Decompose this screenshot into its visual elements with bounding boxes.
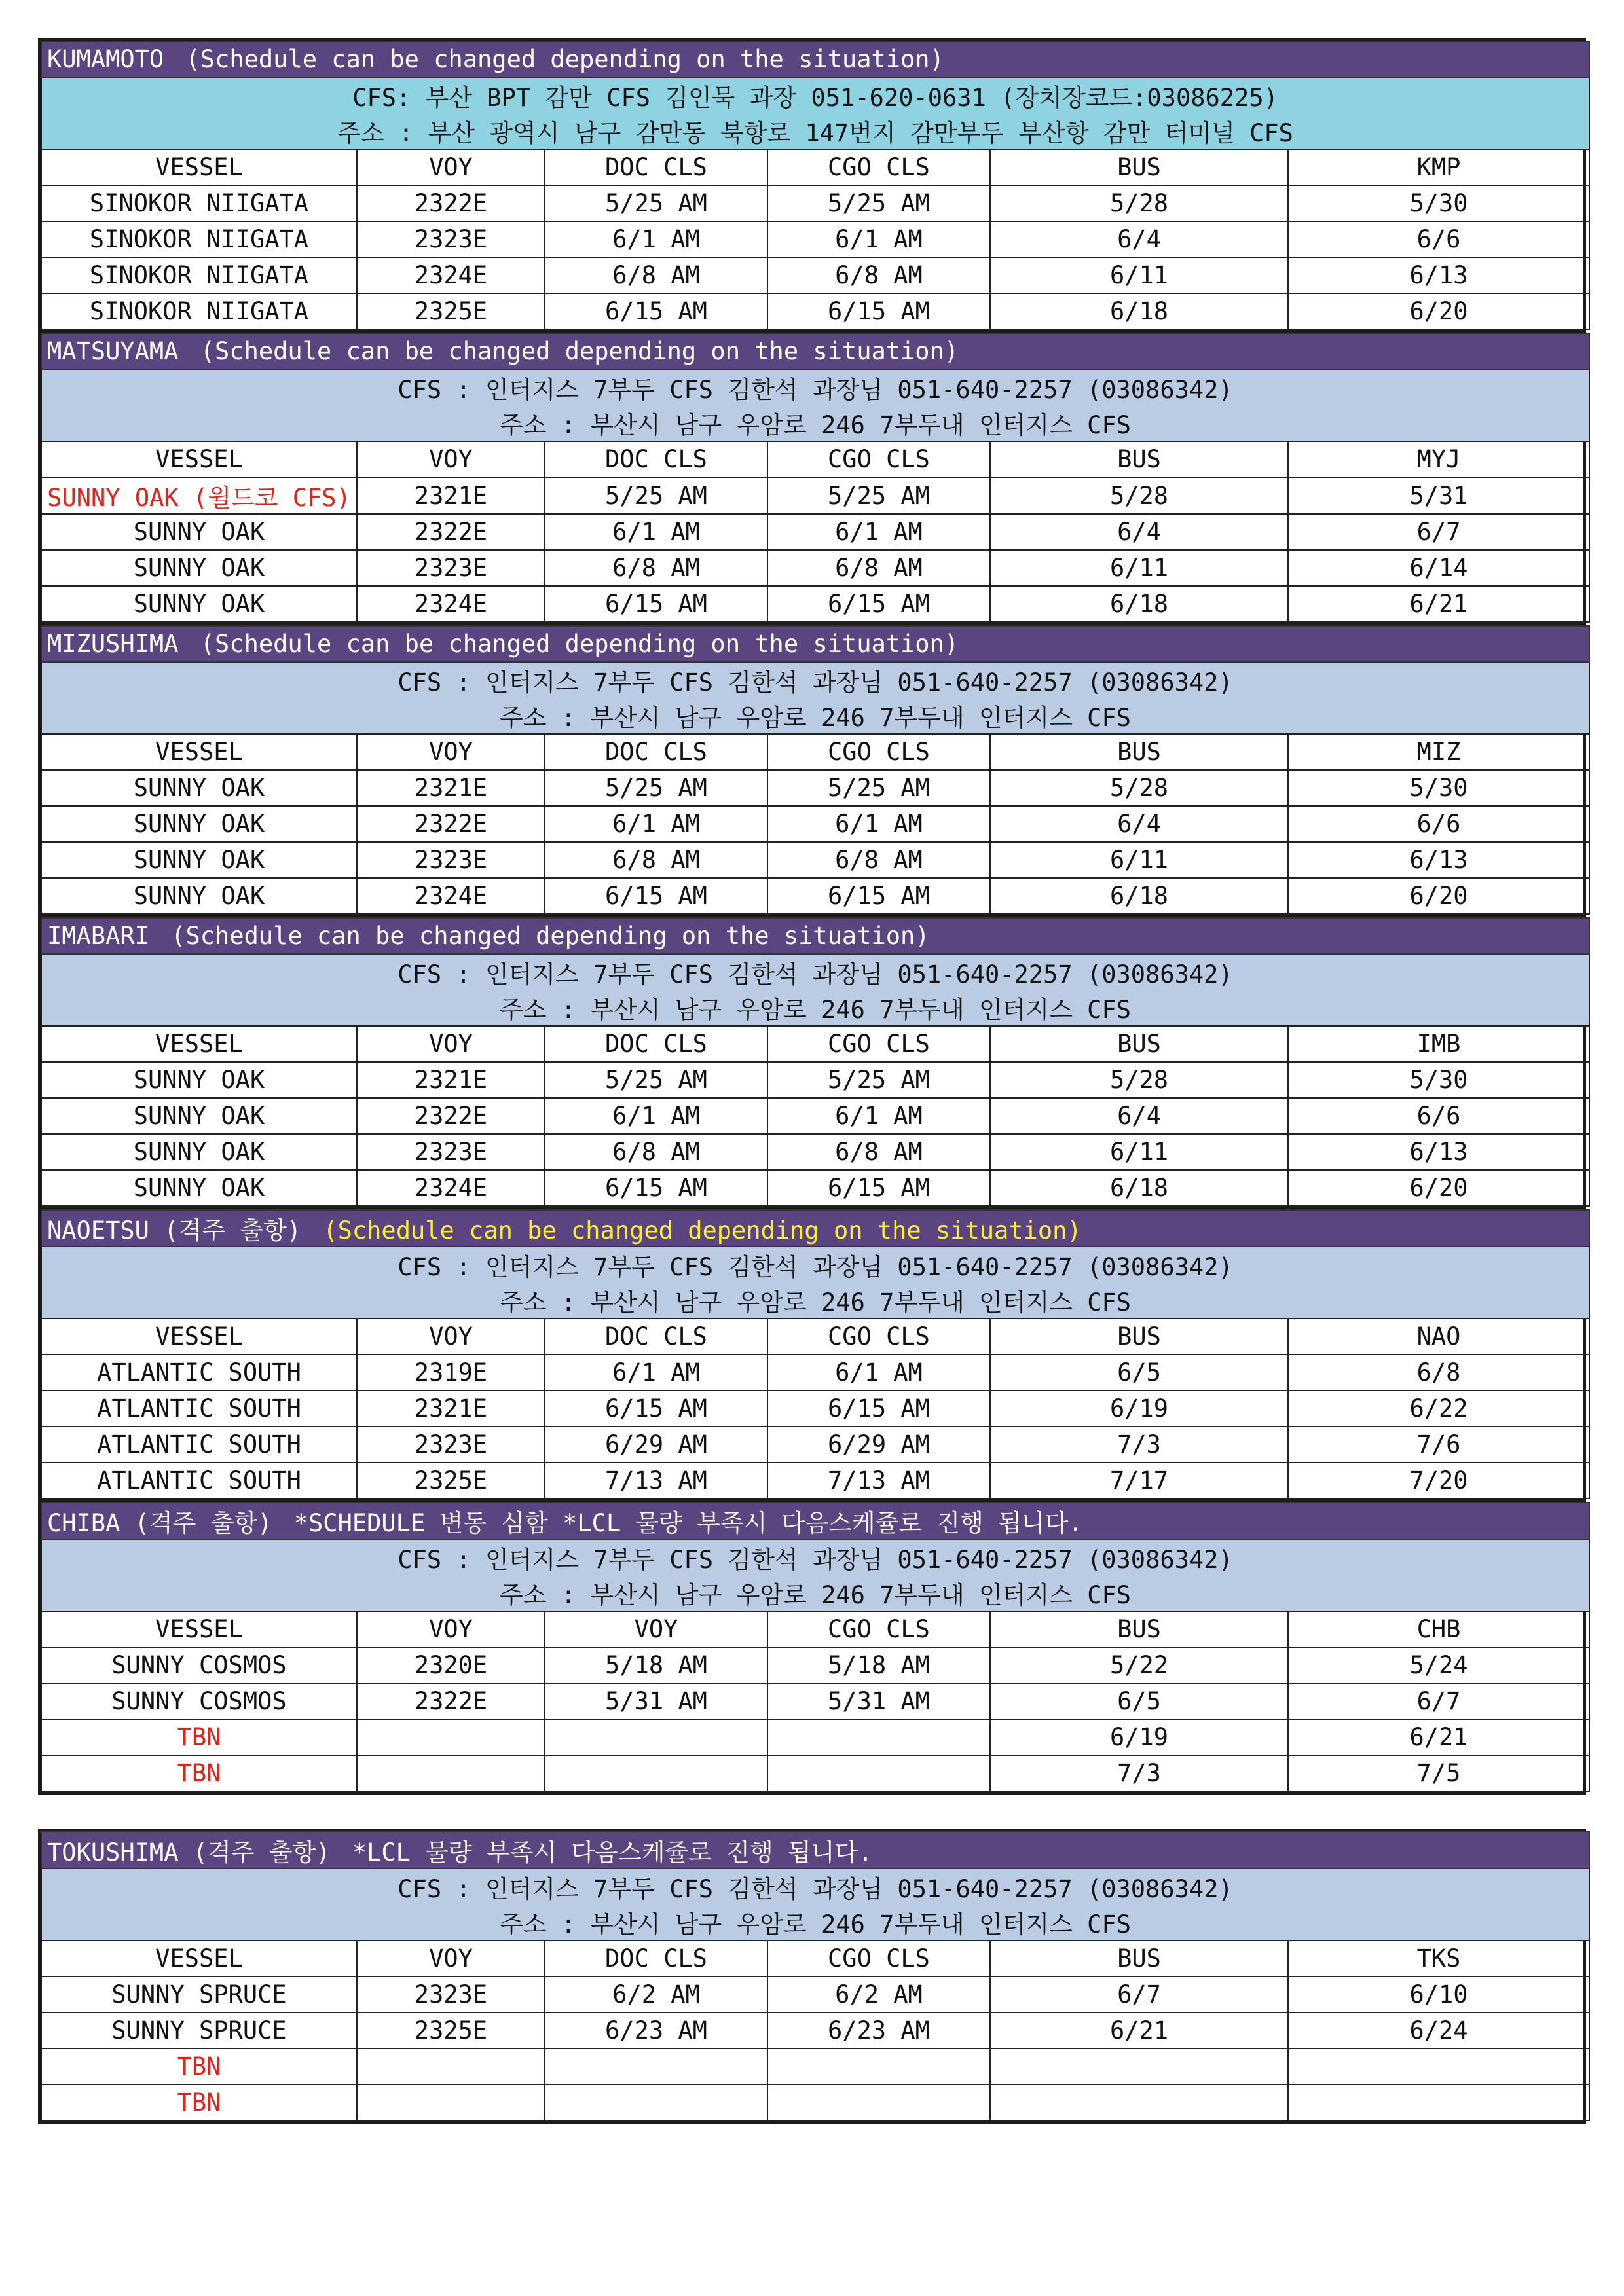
schedule-note: *LCL 물량 부족시 다음스케쥴로 진행 됩니다. xyxy=(352,1838,873,1867)
table-row xyxy=(41,1062,1589,1098)
schedule-cell: 6/7 xyxy=(990,1977,1288,2013)
column-header: CGO CLS xyxy=(767,149,990,185)
schedule-cell: 5/28 xyxy=(990,185,1288,221)
vessel-cell: SINOKOR NIIGATA xyxy=(41,221,357,257)
vessel-cell: SUNNY COSMOS xyxy=(41,1647,357,1683)
schedule-cell: 2321E xyxy=(357,1391,545,1427)
schedule-cell: 2325E xyxy=(357,1463,545,1499)
column-header: MYJ xyxy=(1288,441,1589,477)
schedule-cell: 6/20 xyxy=(1288,293,1589,329)
table-row xyxy=(41,586,1589,622)
table-row xyxy=(41,1355,1589,1391)
schedule-cell: 6/18 xyxy=(990,878,1288,914)
schedule-cell: 6/11 xyxy=(990,1134,1288,1170)
schedule-cell: 6/5 xyxy=(990,1355,1288,1391)
vessel-cell: SINOKOR NIIGATA xyxy=(41,185,357,221)
port-name: IMABARI xyxy=(47,922,149,950)
schedule-cell: 2323E xyxy=(357,1427,545,1463)
schedule-note: (Schedule can be changed depending on the situation) xyxy=(323,1216,1082,1245)
port-name: MIZUSHIMA xyxy=(47,630,179,658)
schedule-cell: 6/21 xyxy=(1288,1719,1589,1755)
column-header: VESSEL xyxy=(41,149,357,185)
schedule-cell: 6/1 AM xyxy=(545,221,767,257)
table-row xyxy=(41,1463,1589,1499)
schedule-cell: 6/2 AM xyxy=(767,1977,990,2013)
schedule-table xyxy=(41,1209,1590,1499)
schedule-cell: 2322E xyxy=(357,1098,545,1134)
port-name: MATSUYAMA xyxy=(47,337,179,365)
schedule-cell: 6/5 xyxy=(990,1683,1288,1719)
column-header: NAO xyxy=(1288,1319,1589,1355)
schedule-cell: 6/14 xyxy=(1288,550,1589,586)
schedule-cell: 2324E xyxy=(357,586,545,622)
schedule-cell: 6/22 xyxy=(1288,1391,1589,1427)
column-header: VESSEL xyxy=(41,1319,357,1355)
cfs-address-line: 주소 : 부산시 남구 우암로 246 7부두내 인터지스 CFS xyxy=(41,405,1589,441)
schedule-cell: 6/4 xyxy=(990,514,1288,550)
schedule-note: (Schedule can be changed depending on the situation) xyxy=(200,630,959,658)
schedule-cell: 2324E xyxy=(357,878,545,914)
schedule-cell: 5/25 AM xyxy=(545,1062,767,1098)
schedule-cell: 6/1 AM xyxy=(545,514,767,550)
cfs-address-line: 주소 : 부산시 남구 우암로 246 7부두내 인터지스 CFS xyxy=(41,1904,1589,1941)
schedule-note: *SCHEDULE 변동 심함 *LCL 물량 부족시 다음스케쥴로 진행 됩니다. xyxy=(293,1509,1083,1537)
vessel-cell: SUNNY OAK xyxy=(41,878,357,914)
column-header: CGO CLS xyxy=(767,1319,990,1355)
schedule-cell: 6/15 AM xyxy=(545,1170,767,1206)
schedule-note: (Schedule can be changed depending on the situation) xyxy=(200,337,959,365)
cfs-address-line: 주소 : 부산시 남구 우암로 246 7부두내 인터지스 CFS xyxy=(41,990,1589,1026)
vessel-cell: SUNNY COSMOS xyxy=(41,1683,357,1719)
vessel-cell: SUNNY OAK xyxy=(41,770,357,806)
schedule-cell: 6/1 AM xyxy=(767,1355,990,1391)
port-title-bar xyxy=(41,1832,1589,1868)
schedule-cell: 7/20 xyxy=(1288,1463,1589,1499)
column-header: BUS xyxy=(990,734,1288,770)
vessel-cell: SUNNY OAK xyxy=(41,1134,357,1170)
schedule-cell xyxy=(990,2085,1288,2121)
table-row xyxy=(41,1427,1589,1463)
schedule-cell: 2323E xyxy=(357,1134,545,1170)
schedule-cell xyxy=(767,1755,990,1791)
cfs-address-line: 주소 : 부산시 남구 우암로 246 7부두내 인터지스 CFS xyxy=(41,1575,1589,1611)
cfs-contact-line: CFS : 인터지스 7부두 CFS 김한석 과장님 051-640-2257 (03086342) xyxy=(41,1868,1589,1904)
vessel-cell: SUNNY OAK xyxy=(41,1170,357,1206)
schedule-cell: 7/5 xyxy=(1288,1755,1589,1791)
column-header: BUS xyxy=(990,1611,1288,1647)
vessel-cell: SUNNY OAK xyxy=(41,586,357,622)
schedule-cell: 5/31 xyxy=(1288,477,1589,514)
schedule-cell: 6/8 AM xyxy=(767,842,990,878)
column-header: VOY xyxy=(545,1611,767,1647)
schedule-cell: 6/24 xyxy=(1288,2013,1589,2049)
schedule-cell: 6/29 AM xyxy=(767,1427,990,1463)
table-row xyxy=(41,293,1589,329)
schedule-cell xyxy=(357,2049,545,2085)
column-header: CGO CLS xyxy=(767,1611,990,1647)
schedule-cell: 6/23 AM xyxy=(767,2013,990,2049)
schedule-cell: 6/7 xyxy=(1288,514,1589,550)
cfs-contact-line: CFS : 인터지스 7부두 CFS 김한석 과장님 051-640-2257 (03086342) xyxy=(41,1539,1589,1575)
port-name: KUMAMOTO xyxy=(47,45,164,73)
column-header: VESSEL xyxy=(41,1941,357,1977)
vessel-cell: SUNNY OAK xyxy=(41,842,357,878)
column-header: DOC CLS xyxy=(545,1319,767,1355)
schedule-cell: 2325E xyxy=(357,293,545,329)
schedule-cell: 6/15 AM xyxy=(767,1170,990,1206)
cfs-contact-line: CFS : 인터지스 7부두 CFS 김한석 과장님 051-640-2257 (03086342) xyxy=(41,369,1589,405)
vessel-cell: SUNNY OAK xyxy=(41,550,357,586)
port-title-bar xyxy=(41,626,1589,662)
schedule-cell xyxy=(1288,2049,1589,2085)
column-header: KMP xyxy=(1288,149,1589,185)
schedule-cell: 5/31 AM xyxy=(767,1683,990,1719)
vessel-cell: SINOKOR NIIGATA xyxy=(41,293,357,329)
schedule-cell: 6/18 xyxy=(990,1170,1288,1206)
schedule-cell: 6/15 AM xyxy=(767,1391,990,1427)
vessel-cell: ATLANTIC SOUTH xyxy=(41,1463,357,1499)
schedule-cell: 6/15 AM xyxy=(767,293,990,329)
schedule-cell xyxy=(545,2085,767,2121)
port-title-bar xyxy=(41,918,1589,954)
schedule-cell: 2323E xyxy=(357,842,545,878)
column-header: VOY xyxy=(357,149,545,185)
table-row xyxy=(41,878,1589,914)
schedule-cell xyxy=(767,2085,990,2121)
cfs-address-line: 주소 : 부산 광역시 남구 감만동 북항로 147번지 감만부두 부산항 감만 터미널 CFS xyxy=(41,113,1589,149)
table-row xyxy=(41,185,1589,221)
port-name: CHIBA (격주 출항) xyxy=(47,1509,272,1537)
vessel-cell: SUNNY OAK xyxy=(41,1098,357,1134)
schedule-cell: 2324E xyxy=(357,257,545,293)
schedule-cell: 2322E xyxy=(357,1683,545,1719)
schedule-section xyxy=(38,1499,1586,1795)
table-row xyxy=(41,1755,1589,1791)
schedule-cell xyxy=(357,1719,545,1755)
schedule-cell: 2319E xyxy=(357,1355,545,1391)
schedule-cell: 6/1 AM xyxy=(767,221,990,257)
schedule-cell: 6/19 xyxy=(990,1391,1288,1427)
schedule-cell: 6/18 xyxy=(990,586,1288,622)
vessel-cell: ATLANTIC SOUTH xyxy=(41,1355,357,1391)
port-name: NAOETSU (격주 출항) xyxy=(47,1216,302,1245)
schedule-table xyxy=(41,1502,1590,1792)
schedule-table xyxy=(41,625,1590,915)
schedule-section xyxy=(38,1829,1586,2124)
schedule-cell: 5/25 AM xyxy=(545,477,767,514)
table-row xyxy=(41,1170,1589,1206)
schedule-cell xyxy=(767,2049,990,2085)
schedule-cell: 2322E xyxy=(357,185,545,221)
schedule-cell: 7/13 AM xyxy=(545,1463,767,1499)
table-row xyxy=(41,514,1589,550)
vessel-cell: SUNNY OAK (윌드코 CFS) xyxy=(41,477,357,514)
schedule-cell: 6/8 AM xyxy=(545,1134,767,1170)
schedule-cell: 6/15 AM xyxy=(545,293,767,329)
vessel-cell: SUNNY SPRUCE xyxy=(41,2013,357,2049)
vessel-cell: TBN xyxy=(41,1755,357,1791)
vessel-cell: SUNNY OAK xyxy=(41,514,357,550)
table-row xyxy=(41,2013,1589,2049)
schedule-cell: 2323E xyxy=(357,550,545,586)
schedule-cell: 6/15 AM xyxy=(767,586,990,622)
table-row xyxy=(41,2049,1589,2085)
schedule-cell: 6/4 xyxy=(990,221,1288,257)
schedule-cell: 2323E xyxy=(357,221,545,257)
schedule-cell: 5/28 xyxy=(990,1062,1288,1098)
column-header: TKS xyxy=(1288,1941,1589,1977)
schedule-cell: 5/22 xyxy=(990,1647,1288,1683)
schedule-cell: 5/24 xyxy=(1288,1647,1589,1683)
schedule-cell: 5/30 xyxy=(1288,185,1589,221)
schedule-cell: 6/6 xyxy=(1288,806,1589,842)
table-row xyxy=(41,257,1589,293)
vessel-cell: TBN xyxy=(41,2049,357,2085)
schedule-cell: 2323E xyxy=(357,1977,545,2013)
column-header: BUS xyxy=(990,1319,1288,1355)
schedule-cell: 6/20 xyxy=(1288,878,1589,914)
table-row xyxy=(41,1977,1589,2013)
table-row xyxy=(41,1683,1589,1719)
schedule-cell: 6/1 AM xyxy=(767,806,990,842)
cfs-address-line: 주소 : 부산시 남구 우암로 246 7부두내 인터지스 CFS xyxy=(41,1283,1589,1319)
schedule-cell xyxy=(545,1755,767,1791)
schedule-cell: 5/25 AM xyxy=(545,770,767,806)
column-header: MIZ xyxy=(1288,734,1589,770)
schedule-cell xyxy=(357,1755,545,1791)
column-header: IMB xyxy=(1288,1026,1589,1062)
schedule-cell: 7/3 xyxy=(990,1755,1288,1791)
column-header: BUS xyxy=(990,441,1288,477)
schedule-cell: 7/3 xyxy=(990,1427,1288,1463)
schedule-cell: 2321E xyxy=(357,1062,545,1098)
schedule-cell: 5/25 AM xyxy=(767,477,990,514)
schedule-cell: 7/13 AM xyxy=(767,1463,990,1499)
column-header: CGO CLS xyxy=(767,734,990,770)
schedule-cell: 6/15 AM xyxy=(545,1391,767,1427)
schedule-cell: 6/8 AM xyxy=(545,257,767,293)
port-title-bar xyxy=(41,1503,1589,1539)
vessel-cell: SUNNY SPRUCE xyxy=(41,1977,357,2013)
schedule-cell: 2320E xyxy=(357,1647,545,1683)
schedule-cell: 6/11 xyxy=(990,842,1288,878)
column-header: VOY xyxy=(357,1611,545,1647)
schedule-cell: 6/1 AM xyxy=(545,806,767,842)
port-name: TOKUSHIMA (격주 출항) xyxy=(47,1838,331,1867)
column-header: BUS xyxy=(990,1941,1288,1977)
column-header: VESSEL xyxy=(41,1611,357,1647)
vessel-cell: ATLANTIC SOUTH xyxy=(41,1427,357,1463)
port-title-bar xyxy=(41,1210,1589,1247)
schedule-cell: 6/13 xyxy=(1288,842,1589,878)
schedule-cell: 6/2 AM xyxy=(545,1977,767,2013)
schedule-cell xyxy=(545,2049,767,2085)
schedule-cell: 6/19 xyxy=(990,1719,1288,1755)
schedule-cell: 6/8 AM xyxy=(545,842,767,878)
vessel-cell: SUNNY OAK xyxy=(41,806,357,842)
table-row xyxy=(41,770,1589,806)
schedule-cell: 6/8 xyxy=(1288,1355,1589,1391)
schedule-cell: 6/1 AM xyxy=(767,514,990,550)
schedule-cell: 5/18 AM xyxy=(545,1647,767,1683)
schedule-cell: 6/10 xyxy=(1288,1977,1589,2013)
schedule-cell: 6/21 xyxy=(1288,586,1589,622)
table-row xyxy=(41,1134,1589,1170)
schedule-section xyxy=(38,623,1586,917)
schedule-cell: 6/8 AM xyxy=(767,550,990,586)
schedule-cell: 6/1 AM xyxy=(545,1355,767,1391)
schedule-table xyxy=(41,41,1590,330)
cfs-contact-line: CFS : 인터지스 7부두 CFS 김한석 과장님 051-640-2257 (03086342) xyxy=(41,954,1589,990)
column-header: VOY xyxy=(357,1941,545,1977)
table-row xyxy=(41,1647,1589,1683)
schedule-table xyxy=(41,917,1590,1207)
schedule-section xyxy=(38,915,1586,1209)
table-row xyxy=(41,477,1589,514)
column-header: BUS xyxy=(990,149,1288,185)
schedule-cell: 6/13 xyxy=(1288,1134,1589,1170)
schedule-cell: 6/15 AM xyxy=(545,586,767,622)
schedule-section xyxy=(38,1207,1586,1502)
schedule-cell: 2321E xyxy=(357,770,545,806)
schedule-cell: 5/31 AM xyxy=(545,1683,767,1719)
schedule-cell xyxy=(545,1719,767,1755)
column-header: DOC CLS xyxy=(545,734,767,770)
column-header: CGO CLS xyxy=(767,441,990,477)
schedule-cell: 6/11 xyxy=(990,257,1288,293)
table-row xyxy=(41,221,1589,257)
schedule-cell: 6/1 AM xyxy=(767,1098,990,1134)
schedule-cell: 5/28 xyxy=(990,770,1288,806)
schedule-cell: 6/8 AM xyxy=(767,257,990,293)
column-header: VESSEL xyxy=(41,734,357,770)
schedule-cell xyxy=(990,2049,1288,2085)
schedule-section xyxy=(38,330,1586,625)
vessel-cell: SINOKOR NIIGATA xyxy=(41,257,357,293)
schedule-cell: 2321E xyxy=(357,477,545,514)
schedule-cell: 5/25 AM xyxy=(767,1062,990,1098)
schedule-cell: 6/4 xyxy=(990,1098,1288,1134)
schedule-cell: 6/13 xyxy=(1288,257,1589,293)
port-title-bar xyxy=(41,333,1589,369)
table-row xyxy=(41,2085,1589,2121)
column-header: CGO CLS xyxy=(767,1941,990,1977)
table-row xyxy=(41,1719,1589,1755)
schedule-cell: 2325E xyxy=(357,2013,545,2049)
table-row xyxy=(41,806,1589,842)
schedule-cell: 6/6 xyxy=(1288,1098,1589,1134)
cfs-contact-line: CFS: 부산 BPT 감만 CFS 김인묵 과장 051-620-0631 (장치장코드:03086225) xyxy=(41,77,1589,113)
schedule-cell: 6/21 xyxy=(990,2013,1288,2049)
cfs-contact-line: CFS : 인터지스 7부두 CFS 김한석 과장님 051-640-2257 (03086342) xyxy=(41,1247,1589,1283)
schedule-cell: 5/30 xyxy=(1288,1062,1589,1098)
column-header: CHB xyxy=(1288,1611,1589,1647)
schedule-cell xyxy=(767,1719,990,1755)
column-header: VESSEL xyxy=(41,1026,357,1062)
table-row xyxy=(41,1391,1589,1427)
schedule-cell: 6/15 AM xyxy=(545,878,767,914)
cfs-address-line: 주소 : 부산시 남구 우암로 246 7부두내 인터지스 CFS xyxy=(41,698,1589,734)
port-title-bar xyxy=(41,41,1589,77)
column-header: DOC CLS xyxy=(545,441,767,477)
schedule-cell: 5/30 xyxy=(1288,770,1589,806)
schedule-cell: 6/23 AM xyxy=(545,2013,767,2049)
schedule-cell: 2324E xyxy=(357,1170,545,1206)
schedule-cell: 6/7 xyxy=(1288,1683,1589,1719)
schedule-cell: 7/6 xyxy=(1288,1427,1589,1463)
vessel-cell: SUNNY OAK xyxy=(41,1062,357,1098)
schedule-table xyxy=(41,1831,1590,2121)
column-header: BUS xyxy=(990,1026,1288,1062)
column-header: VOY xyxy=(357,1026,545,1062)
column-header: DOC CLS xyxy=(545,149,767,185)
schedule-cell: 6/15 AM xyxy=(767,878,990,914)
vessel-cell: TBN xyxy=(41,2085,357,2121)
column-header: VOY xyxy=(357,734,545,770)
schedule-cell xyxy=(357,2085,545,2121)
schedule-cell: 7/17 xyxy=(990,1463,1288,1499)
schedule-note: (Schedule can be changed depending on the situation) xyxy=(185,45,944,73)
column-header: VOY xyxy=(357,1319,545,1355)
schedule-cell: 6/8 AM xyxy=(767,1134,990,1170)
schedule-cell: 6/8 AM xyxy=(545,550,767,586)
table-row xyxy=(41,550,1589,586)
schedule-section xyxy=(38,38,1586,333)
schedule-cell xyxy=(1288,2085,1589,2121)
schedule-note: (Schedule can be changed depending on the situation) xyxy=(171,922,930,950)
schedule-cell: 5/25 AM xyxy=(545,185,767,221)
column-header: DOC CLS xyxy=(545,1941,767,1977)
vessel-cell: ATLANTIC SOUTH xyxy=(41,1391,357,1427)
schedule-table xyxy=(41,333,1590,623)
column-header: VOY xyxy=(357,441,545,477)
schedule-cell: 5/18 AM xyxy=(767,1647,990,1683)
schedule-cell: 6/11 xyxy=(990,550,1288,586)
table-row xyxy=(41,1098,1589,1134)
cfs-contact-line: CFS : 인터지스 7부두 CFS 김한석 과장님 051-640-2257 (03086342) xyxy=(41,662,1589,698)
column-header: VESSEL xyxy=(41,441,357,477)
column-header: DOC CLS xyxy=(545,1026,767,1062)
schedule-cell: 6/18 xyxy=(990,293,1288,329)
vessel-cell: TBN xyxy=(41,1719,357,1755)
column-header: CGO CLS xyxy=(767,1026,990,1062)
schedule-cell: 5/28 xyxy=(990,477,1288,514)
schedule-cell: 2322E xyxy=(357,514,545,550)
schedule-cell: 6/29 AM xyxy=(545,1427,767,1463)
schedule-sheet xyxy=(38,38,1586,2124)
schedule-cell: 6/6 xyxy=(1288,221,1589,257)
schedule-cell: 6/20 xyxy=(1288,1170,1589,1206)
table-row xyxy=(41,842,1589,878)
schedule-cell: 6/1 AM xyxy=(545,1098,767,1134)
schedule-cell: 5/25 AM xyxy=(767,770,990,806)
schedule-cell: 6/4 xyxy=(990,806,1288,842)
schedule-cell: 2322E xyxy=(357,806,545,842)
schedule-cell: 5/25 AM xyxy=(767,185,990,221)
